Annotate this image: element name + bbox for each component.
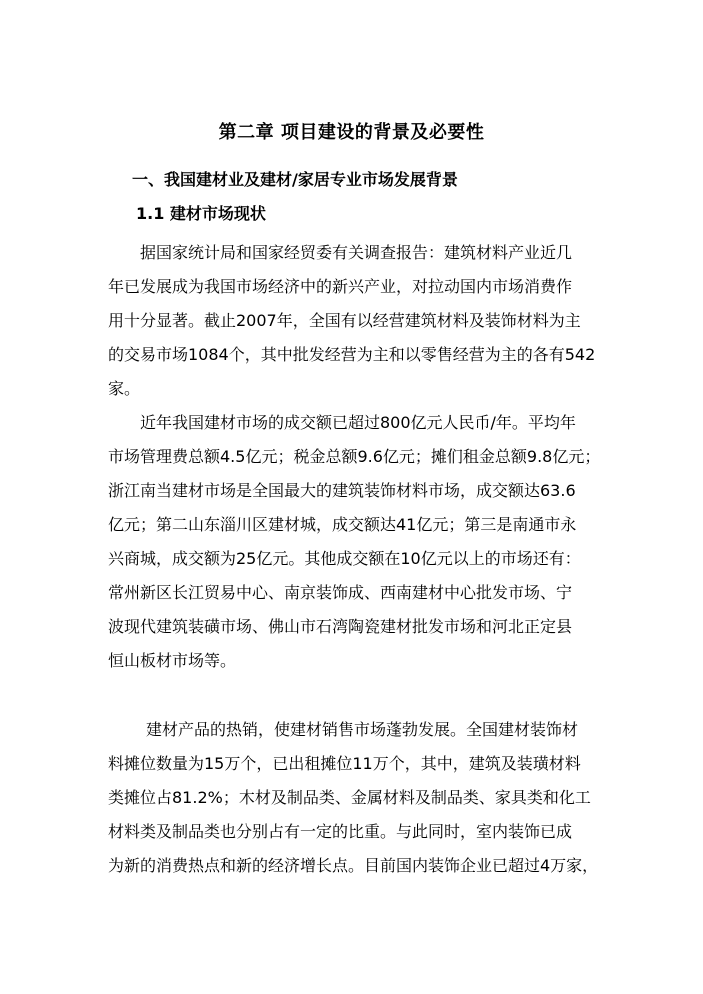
paragraph-line: 常州新区长江贸易中心、南京装饰成、西南建材中心批发市场、宁 xyxy=(108,583,573,602)
paragraph-line: 年已发展成为我国市场经济中的新兴产业，对拉动国内市场消费作 xyxy=(108,277,573,296)
paragraph-line: 家。 xyxy=(108,379,141,398)
chapter-title: 第二章 项目建设的背景及必要性 xyxy=(218,122,485,143)
paragraph-line: 市场管理费总额4.5亿元；税金总额9.6亿元；摊们租金总额9.8亿元； xyxy=(108,447,601,466)
paragraph-line: 料摊位数量为15万个，已出租摊位11万个，其中，建筑及装璜材料 xyxy=(108,754,581,773)
paragraph-line: 浙江南当建材市场是全国最大的建筑装饰材料市场，成交额达63.6 xyxy=(108,481,576,500)
paragraph-line: 的交易市场1084个，其中批发经营为主和以零售经营为主的各有542 xyxy=(108,345,596,364)
paragraph-line: 亿元；第二山东淄川区建材城，成交额达41亿元；第三是南通市永 xyxy=(108,515,577,534)
paragraph-line: 据国家统计局和国家经贸委有关调查报告：建筑材料产业近几 xyxy=(140,243,573,262)
paragraph-line: 建材产品的热销，使建材销售市场蓬勃发展。全国建材装饰材 xyxy=(146,720,579,739)
subsection-heading: 1.1 建材市场现状 xyxy=(136,204,266,223)
section-heading: 一、我国建材业及建材/家居专业市场发展背景 xyxy=(132,170,458,189)
paragraph-line: 兴商城，成交额为25亿元。其他成交额在10亿元以上的市场还有： xyxy=(108,549,581,568)
paragraph-3 xyxy=(108,713,608,883)
paragraph-1 xyxy=(108,236,608,406)
paragraph-2 xyxy=(108,406,608,678)
paragraph-line: 类摊位占81.2%；木材及制品类、金属材料及制品类、家具类和化工 xyxy=(108,788,591,807)
paragraph-line: 为新的消费热点和新的经济增长点。目前国内装饰企业已超过4万家， xyxy=(108,856,599,875)
paragraph-line: 用十分显著。截止2007年，全国有以经营建筑材料及装饰材料为主 xyxy=(108,311,581,330)
paragraph-line: 近年我国建材市场的成交额已超过800亿元人民币/年。平均年 xyxy=(140,413,576,432)
paragraph-line: 材料类及制品类也分别占有一定的比重。与此同时，室内装饰已成 xyxy=(108,822,573,841)
paragraph-line: 波现代建筑装磺市场、佛山市石湾陶瓷建材批发市场和河北正定县 xyxy=(108,617,573,636)
paragraph-line: 恒山板材市场等。 xyxy=(108,651,237,670)
